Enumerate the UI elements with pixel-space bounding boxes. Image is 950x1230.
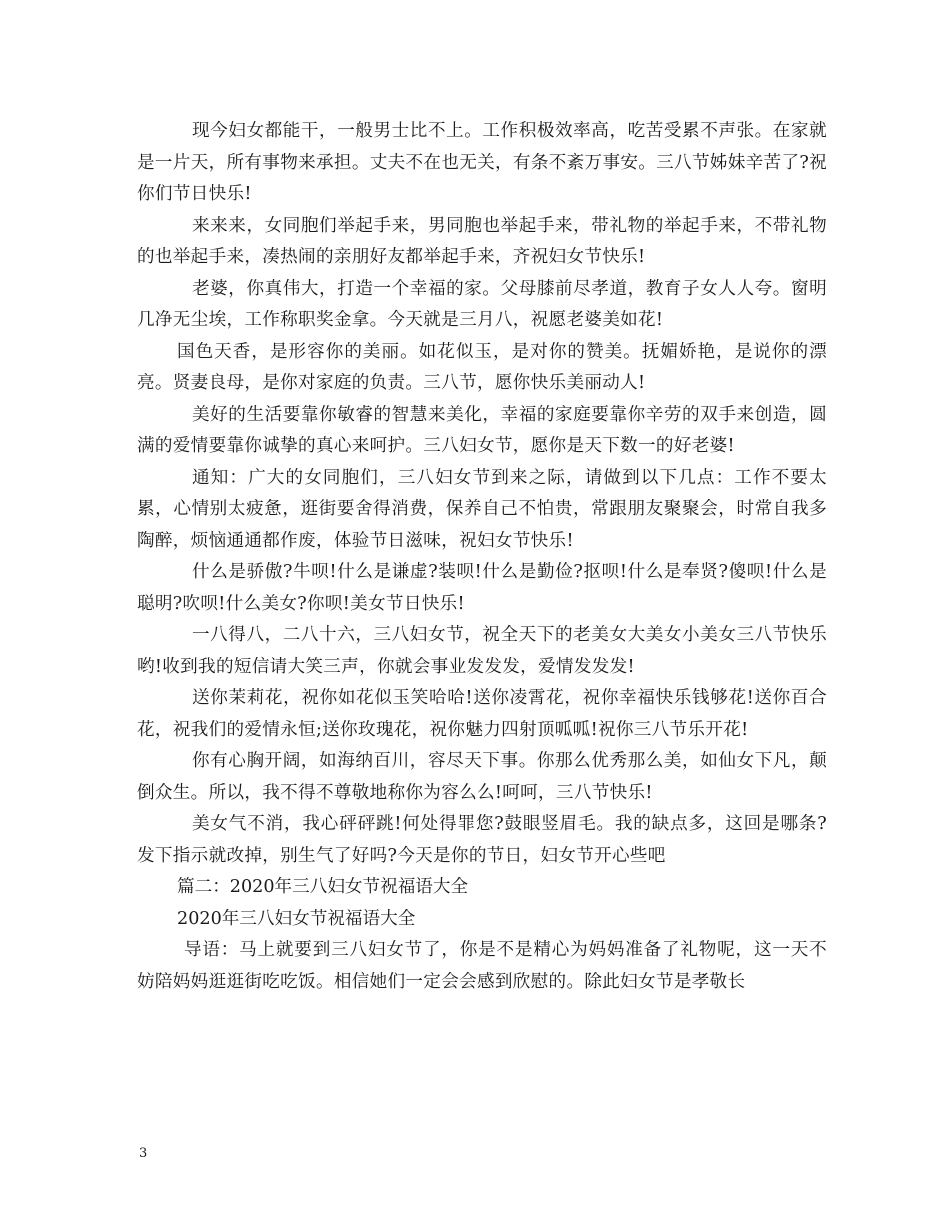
document-body bbox=[137, 116, 827, 998]
paragraph-10: 你有心胸开阔，如海纳百川，容尽天下事。你那么优秀那么美，如仙女下凡，颠倒众生。所以，我不得不尊敬地称你为容么么!呵呵，三八节快乐! bbox=[137, 751, 827, 803]
paragraph-6: 通知：广大的女同胞们，三八妇女节到来之际，请做到以下几点：工作不要太累，心情别太疲惫，逛街要舍得消费，保养自己不怕贵，常跟朋友聚聚会，时常自我多陶醉，烦恼通通都作废，体验节日滋味，祝妇女节快乐! bbox=[137, 467, 827, 551]
paragraph-4: 国色天香，是形容你的美丽。如花似玉，是对你的赞美。抚媚娇艳，是说你的漂亮。贤妻良母，是你对家庭的负责。三八节，愿你快乐美丽动人! bbox=[137, 341, 827, 393]
page-number: 3 bbox=[139, 1146, 148, 1161]
paragraph-3: 老婆，你真伟大，打造一个幸福的家。父母膝前尽孝道，教育子女人人夸。窗明几净无尘埃，工作称职奖金拿。今天就是三月八，祝愿老婆美如花! bbox=[137, 278, 827, 330]
paragraph-9: 送你茉莉花，祝你如花似玉笑哈哈!送你凌霄花，祝你幸福快乐钱够花!送你百合花，祝我们的爱情永恒;送你玫瑰花，祝你魅力四射顶呱呱!祝你三八节乐开花! bbox=[137, 688, 827, 740]
paragraph-2: 来来来，女同胞们举起手来，男同胞也举起手来，带礼物的举起手来，不带礼物的也举起手来，凑热闹的亲朋好友都举起手来，齐祝妇女节快乐! bbox=[137, 215, 827, 267]
intro-paragraph: 导语：马上就要到三八妇女节了，你是不是精心为妈妈准备了礼物呢，这一天不妨陪妈妈逛逛街吃吃饭。相信她们一定会会感到欣慰的。除此妇女节是孝敬长 bbox=[137, 940, 827, 992]
section-title: 2020年三八妇女节祝福语大全 bbox=[177, 908, 416, 929]
paragraph-8: 一八得八，二八十六，三八妇女节，祝全天下的老美女大美女小美女三八节快乐哟!收到我的短信请大笑三声，你就会事业发发发，爱情发发发! bbox=[137, 625, 827, 677]
paragraph-11: 美女气不消，我心砰砰跳!何处得罪您?鼓眼竖眉毛。我的缺点多，这回是哪条?发下指示就改掉，别生气了好吗?今天是你的节日，妇女节开心些吧 bbox=[137, 814, 827, 866]
section-heading: 篇二：2020年三八妇女节祝福语大全 bbox=[177, 877, 469, 897]
paragraph-7: 什么是骄傲?牛呗!什么是谦虚?装呗!什么是勤俭?抠呗!什么是奉贤?傻呗!什么是聪明?吹呗!什么美女?你呗!美女节日快乐! bbox=[137, 562, 827, 614]
paragraph-1: 现今妇女都能干，一般男士比不上。工作积极效率高，吃苦受累不声张。在家就是一片天，所有事物来承担。丈夫不在也无关，有条不紊万事安。三八节姊妹辛苦了?祝你们节日快乐! bbox=[137, 121, 827, 204]
paragraph-5: 美好的生活要靠你敏睿的智慧来美化，幸福的家庭要靠你辛劳的双手来创造，圆满的爱情要靠你诚挚的真心来呵护。三八妇女节，愿你是天下数一的好老婆! bbox=[137, 404, 827, 456]
